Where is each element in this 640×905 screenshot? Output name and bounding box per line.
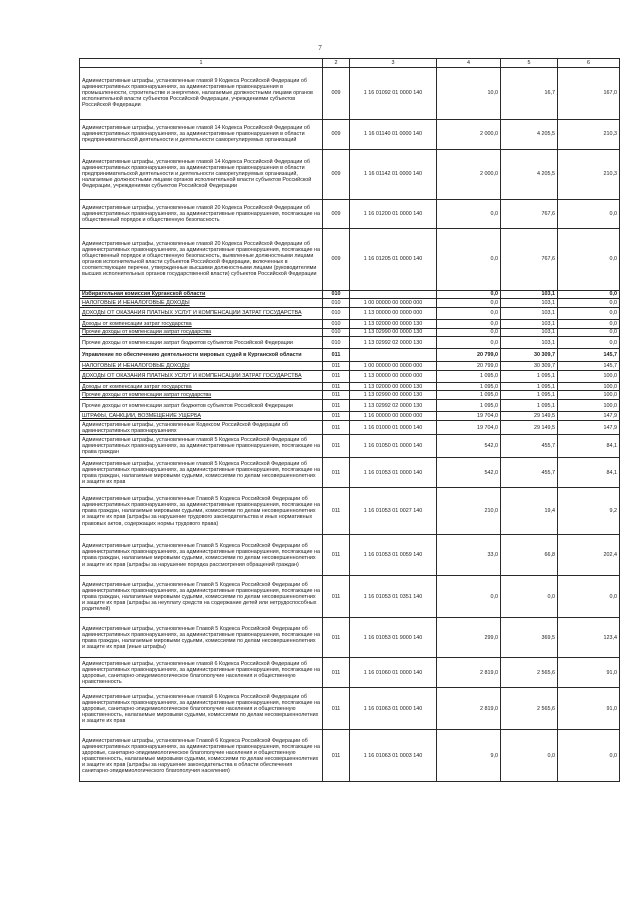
row-plan-value: 2 000,0 [437,119,501,149]
row-plan-value: 1 095,0 [437,382,501,391]
row-plan-value: 0,0 [437,328,501,337]
row-plan-value: 33,0 [437,535,501,576]
table-row [80,576,620,618]
row-admin-code: 011 [323,391,350,400]
row-budget-code: 1 16 01050 01 0000 140 [350,435,437,458]
row-plan-value: 10,0 [437,67,501,119]
row-plan-value: 19 704,0 [437,412,501,421]
table-row [80,730,620,782]
row-budget-code: 1 16 01140 01 0000 140 [350,119,437,149]
row-percent-value: 100,0 [558,370,620,382]
row-admin-code: 010 [323,307,350,319]
row-percent-value: 123,4 [558,618,620,658]
revenue-table [79,58,620,782]
table-row [80,290,620,299]
table-row [80,307,620,319]
row-budget-code: 1 16 00000 00 0000 000 [350,412,437,421]
table-row [80,319,620,328]
row-actual-value: 4 205,5 [501,119,558,149]
row-percent-value: 100,0 [558,391,620,400]
row-name: Прочие доходы от компенсации затрат бюджетов субъектов Российской Федерации [80,337,323,349]
row-name: Административные штрафы, установленные Главой 5 Кодекса Российской Федерации об административных правонарушениях, за административные правонарушения, посягающие на права граждан, налагаемые мировыми судьями, комиссиями по делам несовершеннолетних и защите их прав (иные штрафы) [80,618,323,658]
row-name: ДОХОДЫ ОТ ОКАЗАНИЯ ПЛАТНЫХ УСЛУГ И КОМПЕНСАЦИИ ЗАТРАТ ГОСУДАРСТВА [80,307,323,319]
row-actual-value: 0,0 [501,576,558,618]
row-percent-value: 0,0 [558,299,620,308]
row-plan-value: 2 819,0 [437,658,501,688]
row-plan-value: 0,0 [437,319,501,328]
row-plan-value: 0,0 [437,307,501,319]
table-row [80,412,620,421]
row-percent-value: 167,0 [558,67,620,119]
table-row [80,391,620,400]
row-admin-code: 011 [323,400,350,412]
table-row [80,149,620,199]
table-row [80,458,620,488]
row-admin-code: 010 [323,299,350,308]
table-row [80,199,620,228]
row-percent-value: 84,1 [558,458,620,488]
table-row [80,658,620,688]
row-plan-value: 20 799,0 [437,362,501,371]
row-name: Прочие доходы от компенсации затрат государства [80,391,323,400]
row-name: Административные штрафы, установленные Главой 6 Кодекса Российской Федерации об административных правонарушениях, за административные правонарушения, посягающие на здоровье, санитарно-эпидемиологическое благополучие населения и общественную нравственность, налагаемые мировыми судьями, комиссиями по делам несовершеннолетних и защите их прав (штрафы за нарушение законодательства в области обеспечения санитарно-эпидемиологического благополучия населения) [80,730,323,782]
row-actual-value: 103,1 [501,328,558,337]
row-actual-value: 2 565,6 [501,658,558,688]
row-percent-value: 0,0 [558,576,620,618]
table-row [80,688,620,730]
row-percent-value: 100,0 [558,382,620,391]
row-admin-code: 010 [323,290,350,299]
row-admin-code: 011 [323,730,350,782]
row-actual-value: 1 095,1 [501,400,558,412]
row-name: Прочие доходы от компенсации затрат государства [80,328,323,337]
table-row [80,370,620,382]
row-budget-code: 1 16 01053 01 9000 140 [350,618,437,658]
row-budget-code: 1 16 01000 01 0000 140 [350,420,437,435]
column-number-5: 5 [501,59,558,68]
row-name: Административные штрафы, установленные Главой 5 Кодекса Российской Федерации об административных правонарушениях, за административные правонарушения, посягающие на права граждан, налагаемые мировыми судьями, комиссиями по делам несовершеннолетних и защите их прав (штрафы за нарушение порядка рассмотрения обращений граждан) [80,535,323,576]
table-row [80,618,620,658]
row-plan-value: 0,0 [437,290,501,299]
row-name: Прочие доходы от компенсации затрат бюджетов субъектов Российской Федерации [80,400,323,412]
row-percent-value: 91,0 [558,688,620,730]
row-budget-code: 1 13 00000 00 0000 000 [350,307,437,319]
row-name: Административные штрафы, установленные главой 14 Кодекса Российской Федерации об административных правонарушениях, за административные правонарушения в области предпринимательской деятельности и деятельности саморегулируемых организаций [80,119,323,149]
row-actual-value: 455,7 [501,435,558,458]
row-admin-code: 011 [323,688,350,730]
row-percent-value: 210,3 [558,119,620,149]
row-budget-code: 1 13 02992 02 0000 130 [350,337,437,349]
row-admin-code: 011 [323,458,350,488]
table-row [80,400,620,412]
row-name: ДОХОДЫ ОТ ОКАЗАНИЯ ПЛАТНЫХ УСЛУГ И КОМПЕНСАЦИИ ЗАТРАТ ГОСУДАРСТВА [80,370,323,382]
row-plan-value: 20 799,0 [437,349,501,362]
row-plan-value: 0,0 [437,199,501,228]
row-admin-code: 009 [323,199,350,228]
row-admin-code: 010 [323,319,350,328]
row-admin-code: 011 [323,435,350,458]
column-number-2: 2 [323,59,350,68]
row-actual-value: 16,7 [501,67,558,119]
row-name: НАЛОГОВЫЕ И НЕНАЛОГОВЫЕ ДОХОДЫ [80,362,323,371]
row-percent-value: 210,3 [558,149,620,199]
row-plan-value: 0,0 [437,228,501,290]
table-header-row [80,59,620,68]
row-actual-value: 2 565,6 [501,688,558,730]
row-percent-value: 147,9 [558,412,620,421]
row-budget-code: 1 00 00000 00 0000 000 [350,299,437,308]
row-plan-value: 0,0 [437,576,501,618]
row-admin-code: 011 [323,488,350,535]
column-number-6: 6 [558,59,620,68]
table-row [80,328,620,337]
row-admin-code: 011 [323,370,350,382]
row-budget-code: 1 16 01053 01 0000 140 [350,458,437,488]
table-row [80,382,620,391]
row-percent-value: 9,2 [558,488,620,535]
row-actual-value: 767,6 [501,199,558,228]
row-actual-value: 103,1 [501,290,558,299]
row-admin-code: 011 [323,618,350,658]
table-row [80,228,620,290]
row-budget-code: 1 13 02000 00 0000 130 [350,382,437,391]
row-plan-value: 0,0 [437,299,501,308]
row-admin-code: 011 [323,420,350,435]
row-actual-value: 1 095,1 [501,370,558,382]
row-name: Административные штрафы, установленные главой 9 Кодекса Российской Федерации об административных правонарушениях, за административные правонарушения в промышленности, строительстве и энергетике, налагаемые должностными лицами органов исполнительной власти субъектов Российской Федерации, учреждениями субъектов Российской Федерации [80,67,323,119]
row-plan-value: 2 000,0 [437,149,501,199]
row-admin-code: 011 [323,576,350,618]
row-percent-value: 0,0 [558,328,620,337]
row-actual-value: 1 095,1 [501,382,558,391]
row-budget-code [350,290,437,299]
column-number-1: 1 [80,59,323,68]
row-admin-code: 009 [323,119,350,149]
row-budget-code: 1 13 02000 00 0000 130 [350,319,437,328]
row-plan-value: 1 095,0 [437,400,501,412]
row-name: Доходы от компенсации затрат государства [80,382,323,391]
row-admin-code: 009 [323,149,350,199]
row-actual-value: 767,6 [501,228,558,290]
row-actual-value: 103,1 [501,337,558,349]
row-percent-value: 202,4 [558,535,620,576]
row-admin-code: 011 [323,412,350,421]
row-actual-value: 30 309,7 [501,349,558,362]
row-name: НАЛОГОВЫЕ И НЕНАЛОГОВЫЕ ДОХОДЫ [80,299,323,308]
row-budget-code: 1 16 01205 01 0000 140 [350,228,437,290]
row-name: Доходы от компенсации затрат государства [80,319,323,328]
row-percent-value: 0,0 [558,290,620,299]
row-name: Избирательная комиссия Курганской области [80,290,323,299]
row-admin-code: 009 [323,67,350,119]
row-budget-code: 1 16 01053 01 0027 140 [350,488,437,535]
row-actual-value: 29 149,5 [501,420,558,435]
table-row [80,349,620,362]
row-budget-code: 1 13 02992 02 0000 130 [350,400,437,412]
row-percent-value: 0,0 [558,228,620,290]
page-number: 7 [318,44,322,52]
row-actual-value: 455,7 [501,458,558,488]
table-row [80,420,620,435]
row-percent-value: 145,7 [558,362,620,371]
row-actual-value: 4 205,5 [501,149,558,199]
row-percent-value: 0,0 [558,199,620,228]
row-name: Административные штрафы, установленные главой 14 Кодекса Российской Федерации об административных правонарушениях, за административные правонарушения в области предпринимательской деятельности и деятельности саморегулируемых организаций, налагаемые должностными лицами органов исполнительной власти субъектов Российской Федерации, учреждениями субъектов Российской Федерации [80,149,323,199]
row-actual-value: 103,1 [501,319,558,328]
row-plan-value: 299,0 [437,618,501,658]
row-actual-value: 19,4 [501,488,558,535]
row-plan-value: 2 819,0 [437,688,501,730]
row-admin-code: 011 [323,658,350,688]
row-plan-value: 0,0 [437,337,501,349]
row-actual-value: 0,0 [501,730,558,782]
row-name: Административные штрафы, установленные главой 5 Кодекса Российской Федерации об административных правонарушениях, за административные правонарушения, посягающие на права граждан, налагаемые мировыми судьями, комиссиями по делам несовершеннолетних и защите их прав [80,458,323,488]
table-row [80,299,620,308]
row-plan-value: 1 095,0 [437,391,501,400]
row-name: Административные штрафы, установленные Главой 5 Кодекса Российской Федерации об административных правонарушениях, за административные правонарушения, посягающие на права граждан, налагаемые мировыми судьями, комиссиями по делам несовершеннолетних и защите их прав (штрафы за неуплату средств на содержание детей или нетрудоспособных родителей) [80,576,323,618]
row-actual-value: 1 095,1 [501,391,558,400]
row-plan-value: 542,0 [437,458,501,488]
column-number-3: 3 [350,59,437,68]
row-budget-code: 1 16 01142 01 0000 140 [350,149,437,199]
row-actual-value: 103,1 [501,307,558,319]
row-name: Административные штрафы, установленные главой 20 Кодекса Российской Федерации об административных правонарушениях, за административные правонарушения, посягающие на общественный порядок и общественную безопасность [80,199,323,228]
row-admin-code: 010 [323,328,350,337]
row-budget-code: 1 13 02990 00 0000 130 [350,391,437,400]
row-percent-value: 0,0 [558,319,620,328]
row-budget-code: 1 16 01060 01 0000 140 [350,658,437,688]
row-actual-value: 369,5 [501,618,558,658]
row-plan-value: 9,0 [437,730,501,782]
row-admin-code: 011 [323,382,350,391]
row-admin-code: 011 [323,535,350,576]
table-row [80,119,620,149]
table-body [80,59,620,782]
row-percent-value: 100,0 [558,400,620,412]
row-percent-value: 84,1 [558,435,620,458]
row-budget-code: 1 13 00000 00 0000 000 [350,370,437,382]
row-name: Административные штрафы, установленные главой 5 Кодекса Российской Федерации об административных правонарушениях, за административные правонарушения, посягающие на права граждан [80,435,323,458]
row-budget-code: 1 00 00000 00 0000 000 [350,362,437,371]
row-actual-value: 30 309,7 [501,362,558,371]
table-row [80,535,620,576]
row-name: Административные штрафы, установленные Главой 5 Кодекса Российской Федерации об административных правонарушениях, за административные правонарушения, посягающие на права граждан, налагаемые мировыми судьями, комиссиями по делам несовершеннолетних и защите их прав (штрафы за нарушение трудового законодательства и иных нормативных правовых актов, содержащих нормы трудового права) [80,488,323,535]
row-name: Административные штрафы, установленные главой 6 Кодекса Российской Федерации об административных правонарушениях, за административные правонарушения, посягающие на здоровье, санитарно-эпидемиологическое благополучие населения и общественную нравственность, налагаемые мировыми судьями, комиссиями по делам несовершеннолетних и защите их прав [80,688,323,730]
row-admin-code: 011 [323,349,350,362]
table-row [80,488,620,535]
row-budget-code: 1 16 01053 01 0351 140 [350,576,437,618]
row-budget-code: 1 16 01063 01 0000 140 [350,688,437,730]
row-percent-value: 0,0 [558,337,620,349]
row-actual-value: 103,1 [501,299,558,308]
table-row [80,67,620,119]
row-admin-code: 011 [323,362,350,371]
row-budget-code: 1 16 01053 01 0059 140 [350,535,437,576]
row-budget-code: 1 16 01200 01 0000 140 [350,199,437,228]
row-percent-value: 91,0 [558,658,620,688]
row-name: Управление по обеспечению деятельности мировых судей в Курганской области [80,349,323,362]
row-name: Административные штрафы, установленные Кодексом Российской Федерации об административных правонарушениях [80,420,323,435]
row-plan-value: 1 095,0 [437,370,501,382]
row-percent-value: 0,0 [558,730,620,782]
row-percent-value: 147,9 [558,420,620,435]
table-row [80,435,620,458]
column-number-4: 4 [437,59,501,68]
table-row [80,362,620,371]
row-actual-value: 29 149,5 [501,412,558,421]
row-name: ШТРАФЫ, САНКЦИИ, ВОЗМЕЩЕНИЕ УЩЕРБА [80,412,323,421]
row-admin-code: 009 [323,228,350,290]
row-budget-code: 1 13 02990 00 0000 130 [350,328,437,337]
row-name: Административные штрафы, установленные главой 6 Кодекса Российской Федерации об административных правонарушениях, за административные правонарушения, посягающие на здоровье, санитарно-эпидемиологическое благополучие населения и общественную нравственность [80,658,323,688]
row-budget-code: 1 16 01092 01 0000 140 [350,67,437,119]
row-budget-code [350,349,437,362]
row-name: Административные штрафы, установленные главой 20 Кодекса Российской Федерации об административных правонарушениях, за административные правонарушения, посягающие на общественный порядок и общественную безопасность, выявленные должностными лицами органов исполнительной власти субъектов Российской Федерации, включенных в соответствующие перечни, утвержденные высшими должностными лицами (руководителями высших исполнительных органов государственной власти) субъектов Российской Федерации [80,228,323,290]
row-percent-value: 0,0 [558,307,620,319]
row-budget-code: 1 16 01063 01 0003 140 [350,730,437,782]
row-percent-value: 145,7 [558,349,620,362]
row-plan-value: 542,0 [437,435,501,458]
row-plan-value: 19 704,0 [437,420,501,435]
table-row [80,337,620,349]
row-plan-value: 210,0 [437,488,501,535]
row-actual-value: 66,8 [501,535,558,576]
row-admin-code: 010 [323,337,350,349]
